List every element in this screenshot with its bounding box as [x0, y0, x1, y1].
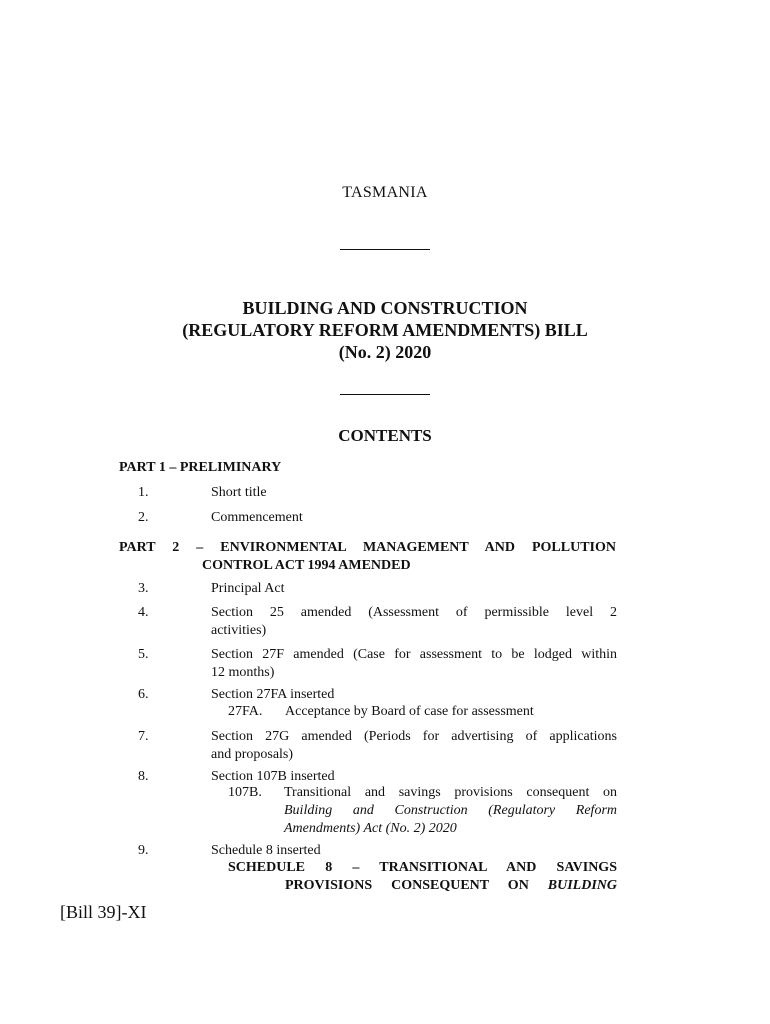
item-text	[211, 686, 617, 704]
contents-heading: CONTENTS	[338, 426, 432, 445]
item-text-line: Schedule 8 inserted	[211, 843, 321, 858]
schedule-heading-text: PROVISIONS CONSEQUENT ON	[285, 878, 529, 893]
schedule-heading-italic: BUILDING	[547, 878, 617, 893]
item-text-line: Section 27F amended (Case for assessment to be lodged within	[211, 647, 617, 662]
item-text-line: Section 27FA inserted	[211, 687, 335, 702]
item-number: 1.	[138, 485, 149, 500]
item-text	[211, 580, 617, 598]
part-2-heading-line: CONTROL ACT 1994 AMENDED	[202, 558, 411, 573]
jurisdiction-heading: TASMANIA	[342, 184, 428, 201]
sub-item-text-line: Building and Construction (Regulatory Reform	[284, 803, 617, 818]
part-2-heading-line: PART 2 – ENVIRONMENTAL MANAGEMENT AND POLLUTION	[119, 540, 616, 555]
item-text: Short title	[211, 485, 267, 500]
bill-title-line: (No. 2) 2020	[338, 342, 432, 362]
item-text	[211, 842, 617, 860]
item-number: 3.	[138, 581, 149, 596]
item-text	[211, 604, 617, 640]
sub-item-text-line: Transitional and savings provisions consequent on	[284, 785, 617, 800]
item-number: 9.	[138, 843, 149, 858]
item-text	[211, 646, 617, 682]
sub-item-number: 107B.	[228, 785, 262, 800]
sub-item-text	[284, 784, 617, 838]
sub-item-text: Acceptance by Board of case for assessment	[285, 704, 534, 719]
bill-title	[0, 297, 770, 363]
divider-rule	[340, 394, 430, 395]
divider-rule	[340, 249, 430, 250]
item-number: 2.	[138, 510, 149, 525]
bill-reference: [Bill 39]-XI	[60, 902, 147, 922]
bill-title-line: BUILDING AND CONSTRUCTION	[242, 298, 528, 318]
item-text-line: Section 27G amended (Periods for advertising of applications	[211, 729, 617, 744]
item-text-line: and proposals)	[211, 747, 294, 762]
sub-item-text-line: Amendments) Act (No. 2) 2020	[284, 821, 457, 836]
sub-item-number: 27FA.	[228, 704, 263, 719]
item-text	[211, 728, 617, 764]
schedule-heading-line: SCHEDULE 8 – TRANSITIONAL AND SAVINGS	[228, 860, 617, 875]
item-text-line: Section 107B inserted	[211, 769, 335, 784]
item-number: 7.	[138, 729, 149, 744]
item-text: Commencement	[211, 510, 303, 525]
item-number: 8.	[138, 769, 149, 784]
item-text-line: Section 25 amended (Assessment of permissible level 2	[211, 605, 617, 620]
part-1-heading: PART 1 – PRELIMINARY	[119, 460, 282, 475]
item-text-line: 12 months)	[211, 665, 275, 680]
bill-title-line: (REGULATORY REFORM AMENDMENTS) BILL	[182, 320, 588, 340]
item-number: 5.	[138, 647, 149, 662]
schedule-heading-line	[228, 877, 617, 895]
item-text-line: activities)	[211, 623, 267, 638]
item-text-line: Principal Act	[211, 581, 285, 596]
item-number: 6.	[138, 687, 149, 702]
schedule-heading	[228, 859, 617, 895]
part-2-heading	[119, 539, 616, 575]
item-number: 4.	[138, 605, 149, 620]
